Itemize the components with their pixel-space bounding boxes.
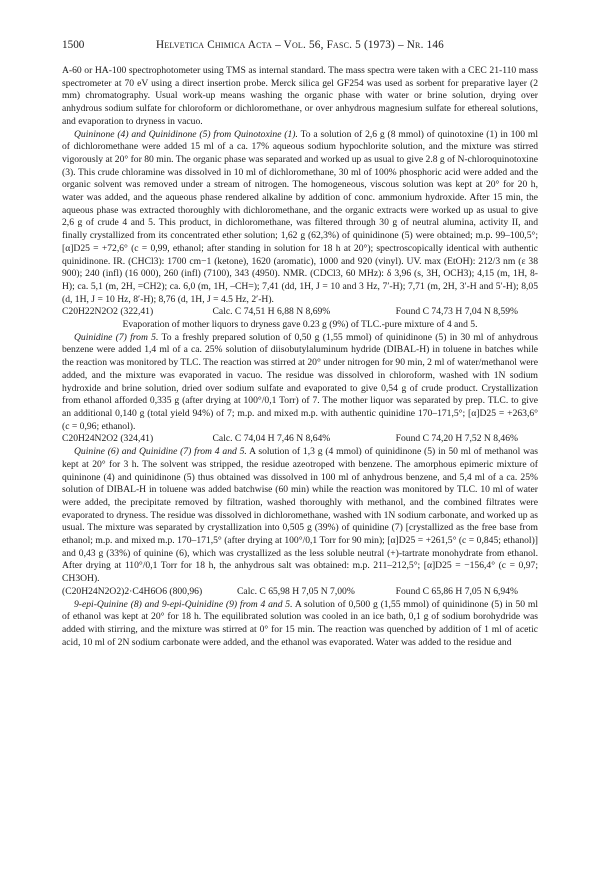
quinine-text: A solution of 1,3 g (4 mmol) of quinidinone (5) in 50 ml of methanol was kept at 20° for 3 h. The solvent was stripped, the residue azeotroped with benzene. The amorphous epimeric mixture of quininone (4) and quinidinone (5) thus obtained was dissolved in 100 ml of anhydrous benzene, and 5,4 ml of a ca. 25% solution of DIBAL-H in toluene was added batchwise (60 min) while the reaction was monitored by TLC. 10 ml of water were added, the precipitate removed by filtration, washed thoroughly with methanol, and the combined filtrates were evaporated to dryness. The residue was dissolved in dichloromethane, washed with 1N sodium carbonate, and worked up as usual. The mixture was separated by crystallization into 0,505 g (39%) of quinidine (7) [crystallized as the free base from ethanol; m.p. and mixed m.p. 170–171,5° (after drying at 100°/0,1 Torr for 90 min); [α]D25 = +261,5° (c = 0,845; ethanol)] and 0,43 g (33%) of quinine (6), which was crystallized as the less soluble neutral (+)-tartrate monohydrate from ethanol. After drying at 110°/0,1 Torr for 18 h, the anhydrous salt was obtained: m.p. 211–212,5°; [α]D25 = −156,4° (c = 0,97; CH3OH).	[62, 446, 539, 585]
intro-paragraph: A-60 or HA-100 spectrophotometer using TMS as internal standard. The mass spectra were taken with a CEC 21-110 mass spectrometer at 70 eV using a direct insertion probe. Merck silica gel GF254 was used as sorbent for preparative layer (2 mm) chromatography. Usual work-up means washing the organic phase with water or brine solution, drying over anhydrous sodium sulfate for chloroform or dichloromethane, or over anhydrous magnesium sulfate for ethereal solutions, and evaporation to dryness in vacuo.	[62, 65, 538, 127]
analysis-found: Found C 65,86 H 7,05 N 6,94%	[395, 585, 518, 597]
analysis-calc: Calc. C 74,51 H 6,88 N 8,69%	[212, 306, 331, 318]
quininone-heading: Quininone (4) and Quinidinone (5) from Quinotoxine (1).	[74, 128, 298, 140]
quinine-paragraph	[62, 446, 538, 586]
analysis-formula: C20H22N2O2 (322,41)	[62, 306, 154, 318]
quinidine-text: To a freshly prepared solution of 0,50 g (1,55 mmol) of quinidinone (5) in 30 ml of anhydrous benzene were added 1,4 ml of a ca. 25% solution of diisobutylaluminum hydride (DIBAL-H) in toluene in batches while the reaction was monitored by TLC. The reaction was stirred at 20° under nitrogen for 90 min, 2 ml of water/methanol were added, and the mixture was evaporated in vacuo. The residue was dissolved in chloroform, washed with 1N sodium hydroxide and brine solution, dried over sodium sulfate and evaporated to give 0,54 g of crude product. Crystallization from ethanol afforded 0,335 g (after drying at 100°/0,1 Torr) of 7. The mother liquor was separated by prep. TLC. to give an additional 0,140 g (total yield 94%) of 7; m.p. and mixed m.p. with authentic quinidine 170–171,5°; [α]D25 = +263,6° (c = 0,96; ethanol).	[62, 331, 538, 432]
elemental-analysis	[62, 586, 538, 599]
analysis-formula: (C20H24N2O2)2·C4H6O6 (800,96)	[62, 585, 203, 597]
epi-heading: 9-epi-Quinine (8) and 9-epi-Quinidine (9) from 4 and 5.	[74, 598, 293, 610]
quinidine-paragraph	[62, 332, 538, 434]
quininone-paragraph	[62, 129, 538, 307]
quinine-heading: Quinine (6) and Quinidine (7) from 4 and 5.	[74, 446, 247, 458]
elemental-analysis	[62, 433, 538, 446]
analysis-calc: Calc. C 74,04 H 7,46 N 8,64%	[212, 433, 331, 445]
epi-paragraph	[62, 599, 538, 650]
analysis-formula: C20H24N2O2 (324,41)	[62, 433, 154, 445]
quinidine-heading: Quinidine (7) from 5.	[74, 331, 159, 343]
analysis-calc: Calc. C 65,98 H 7,05 N 7,00%	[237, 585, 355, 597]
quininone-text: To a solution of 2,6 g (8 mmol) of quinotoxine (1) in 100 ml of dichloromethane were added 15 ml of a ca. 17% aqueous sodium hypochlorite solution, and the mixture was stirred vigorously at 20° for 80 min. The organic phase was separated and worked up as usual to give 2.8 g of N-chloroquinotoxine (3). This crude chloramine was dissolved in 10 ml of dichloromethane, 30 ml of 100% phosphoric acid were added and the organic solvent was removed under a stream of nitrogen. The homogeneous, viscous solution was kept at 20° for 20 h, water was added, and the aqueous phase rendered alkaline by addition of conc. ammonium hydroxide. After 15 min, the aqueous phase was extracted thoroughly with dichloromethane, and the organic extracts were worked up as usual to give 2,6 g of crude 4 and 5. This product, in dichloromethane, was filtered through 30 g of neutral alumina, activity II, and finally crystallized from its concentrated ether solution; 1,62 g (62,3%) of quinidinone (5) were obtained; m.p. 99–100,5°; [α]D25 = +72,6° (c = 0,99, ethanol; after standing in solution for 18 h at 20°); spectroscopically identical with authentic quinidinone. IR. (CHCl3): 1700 cm−1 (ketone), 1620 (aromatic), 1000 and 920 (vinyl). UV. max (EtOH): 212/3 nm (ε 38 900); 240 (infl) (16 000), 260 (infl) (7100), 343 (4950). NMR. (CDCl3, 60 MHz): δ 3,96 (s, 3H, OCH3); 4,15 (m, 1H, 8-H); ca. 5,1 (m, 2H, =CH2); ca. 6,0 (m, 1H, –CH=); 7,41 (dd, 1H, J = 10 and 3 Hz, 7′-H); 7,71 (m, 2H, 3′-H and 5′-H); 8,05 (d, 1H, J = 10 Hz, 8′-H); 8,76 (d, 1H, J = 4.5 Hz, 2′-H).	[62, 128, 538, 305]
elemental-analysis	[62, 306, 538, 319]
evaporation-line: Evaporation of mother liquors to dryness gave 0.23 g (9%) of TLC.-pure mixture of 4 and 5.	[122, 319, 478, 331]
epi-text: A solution of 0,500 g (1,55 mmol) of quinidinone (5) in 50 ml of ethanol was kept at 20° for 18 h. The equilibrated solution was cooled in an ice bath, 0,1 g of sodium borohydride was added with stirring, and the mixture was stirred at 0° for 15 min. The reaction was quenched by addition of 1 ml of acetic acid, 10 ml of 2N sodium carbonate were added, and the ethanol was evaporated. Water was added to the residue and	[62, 598, 539, 648]
analysis-found: Found C 74,73 H 7,04 N 8,59%	[395, 306, 518, 318]
analysis-found: Found C 74,20 H 7,52 N 8,46%	[395, 433, 518, 445]
page-number: 1500	[62, 39, 85, 51]
body-text	[62, 65, 538, 649]
journal-title: Helvetica Chimica Acta – Vol. 56, Fasc. 5 (1973) – Nr. 146	[156, 39, 444, 51]
running-header	[62, 39, 538, 53]
